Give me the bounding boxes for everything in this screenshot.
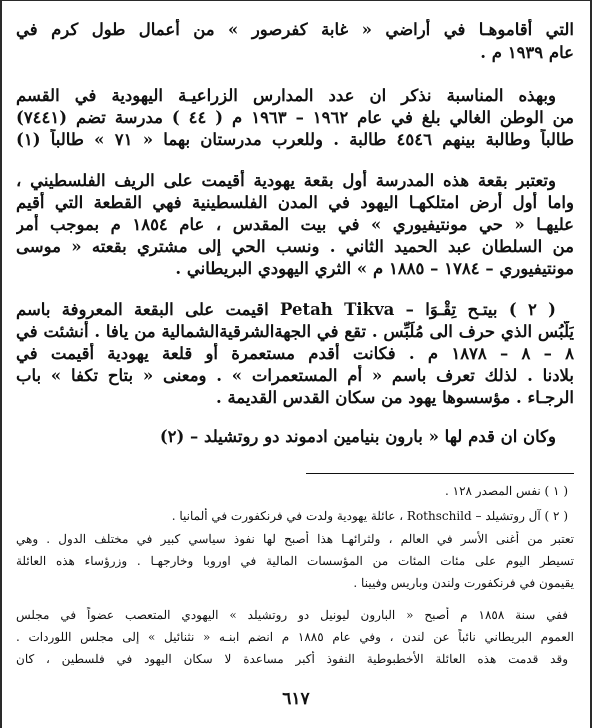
- footnote-line: وقد قدمت هذه العائلة الأخطبوطية النفوذ أكبر مساعدة لا سكان اليهود في فلسطين ، كان: [16, 652, 568, 666]
- body-line: التي أقاموهـا في أراضي « غابة كفرصور » من أعمال طول كرم في: [16, 20, 574, 39]
- body-line: من السلطان عبد الحميد الثاني . ونسب الحي إلى مشتري بقعته « موسى: [16, 237, 574, 256]
- footnote-line: تسيطر اليوم على مئات المئات من المؤسسات المالية في اوروبا وخارجهـا . وزرؤساء هذه العائلة: [16, 554, 574, 568]
- footnote-line: ففي سنة ١٨٥٨ م أصبح « البارون ليونيل دو روتشيلد » اليهودي المتعصب عضواً في مجلس: [16, 608, 568, 622]
- body-line: بلادنا . لذلك تعرف باسم « أم المستعمرات » . ومعنى « بتاح تكفا » باب: [16, 366, 574, 385]
- body-line: عليهـا « حي مونتيفيوري » في بيت المقدس ، عام ١٨٥٤ م بموجب أمر: [16, 215, 574, 234]
- footnote-line: ( ٢ ) آل روتشيلد – Rothschild ، عائلة يهودية ولدت في فرنكفورت في ألمانيا .: [171, 509, 568, 523]
- body-line: وتعتبر بقعة هذه المدرسة أول بقعة يهودية أقيمت على الريف الفلسطيني ،: [16, 171, 556, 190]
- body-line: يَلُّبُس الذي حرف الى مُلَبِّس . تقع في الجهةالشرقيةالشمالية من يافا . أنشئت في: [16, 322, 574, 341]
- body-line: واما أول أرض امتلكهـا اليهود في المدن الفلسطينية فهي القطعة التي أقيم: [16, 193, 574, 212]
- footnote-line: تعتبر من أغنى الأسر في العالم ، ولثرائهـا هذا أصبح لها نفوذ سياسي كبير في مختلف الدول . وهي: [16, 532, 574, 546]
- page-number: ٦١٧: [282, 689, 310, 709]
- body-line: وبهذه المناسبة نذكر ان عدد المدارس الزراعيـة اليهودية في القسم: [16, 86, 556, 105]
- body-line: الرجـاء . مؤسسوها يهود من سكان القدس القديمة .: [215, 388, 574, 407]
- body-line: مونتيفيوري – ١٧٨٤ – ١٨٨٥ م » الثري اليهودي البريطاني .: [175, 259, 574, 278]
- body-line: ( ٢ ) بيتـح تِقْـوَا – Petah Tikva اقيمت على البقعة المعروفة باسم: [16, 300, 556, 319]
- footnote-line: العموم البريطاني نائباً عن لندن ، وفي عام ١٨٨٥ م انضم ابنـه « نثنائيل » إلى مجلس اللوردات .: [16, 630, 574, 644]
- footnote-line: يقيمون في فرنكفورت ولندن وباريس وفيينا .: [353, 576, 574, 590]
- footnote-line: ( ١ ) نفس المصدر ١٢٨ .: [444, 484, 568, 498]
- footnote-separator: [306, 473, 574, 474]
- body-line: وكان ان قدم لها « بارون بنيامين ادموند دو روتشيلد – (٢): [159, 427, 556, 446]
- body-line: عام ١٩٣٩ م .: [480, 43, 574, 62]
- body-line: ٨ – ٨ – ١٨٧٨ م . فكانت أقدم مستعمرة أو قلعة يهودية أقيمت في: [16, 344, 574, 363]
- body-line: طالباً وطالبة بينهم ٤٥٤٦ طالبة . وللعرب مدرستان بهما « ٧١ » طالباً (١): [16, 130, 574, 149]
- body-line: من الوطن الغالي بلغ في عام ١٩٦٢ – ١٩٦٣ م ( ٤٤ ) مدرسة تضم (٧٤٤١): [16, 108, 574, 127]
